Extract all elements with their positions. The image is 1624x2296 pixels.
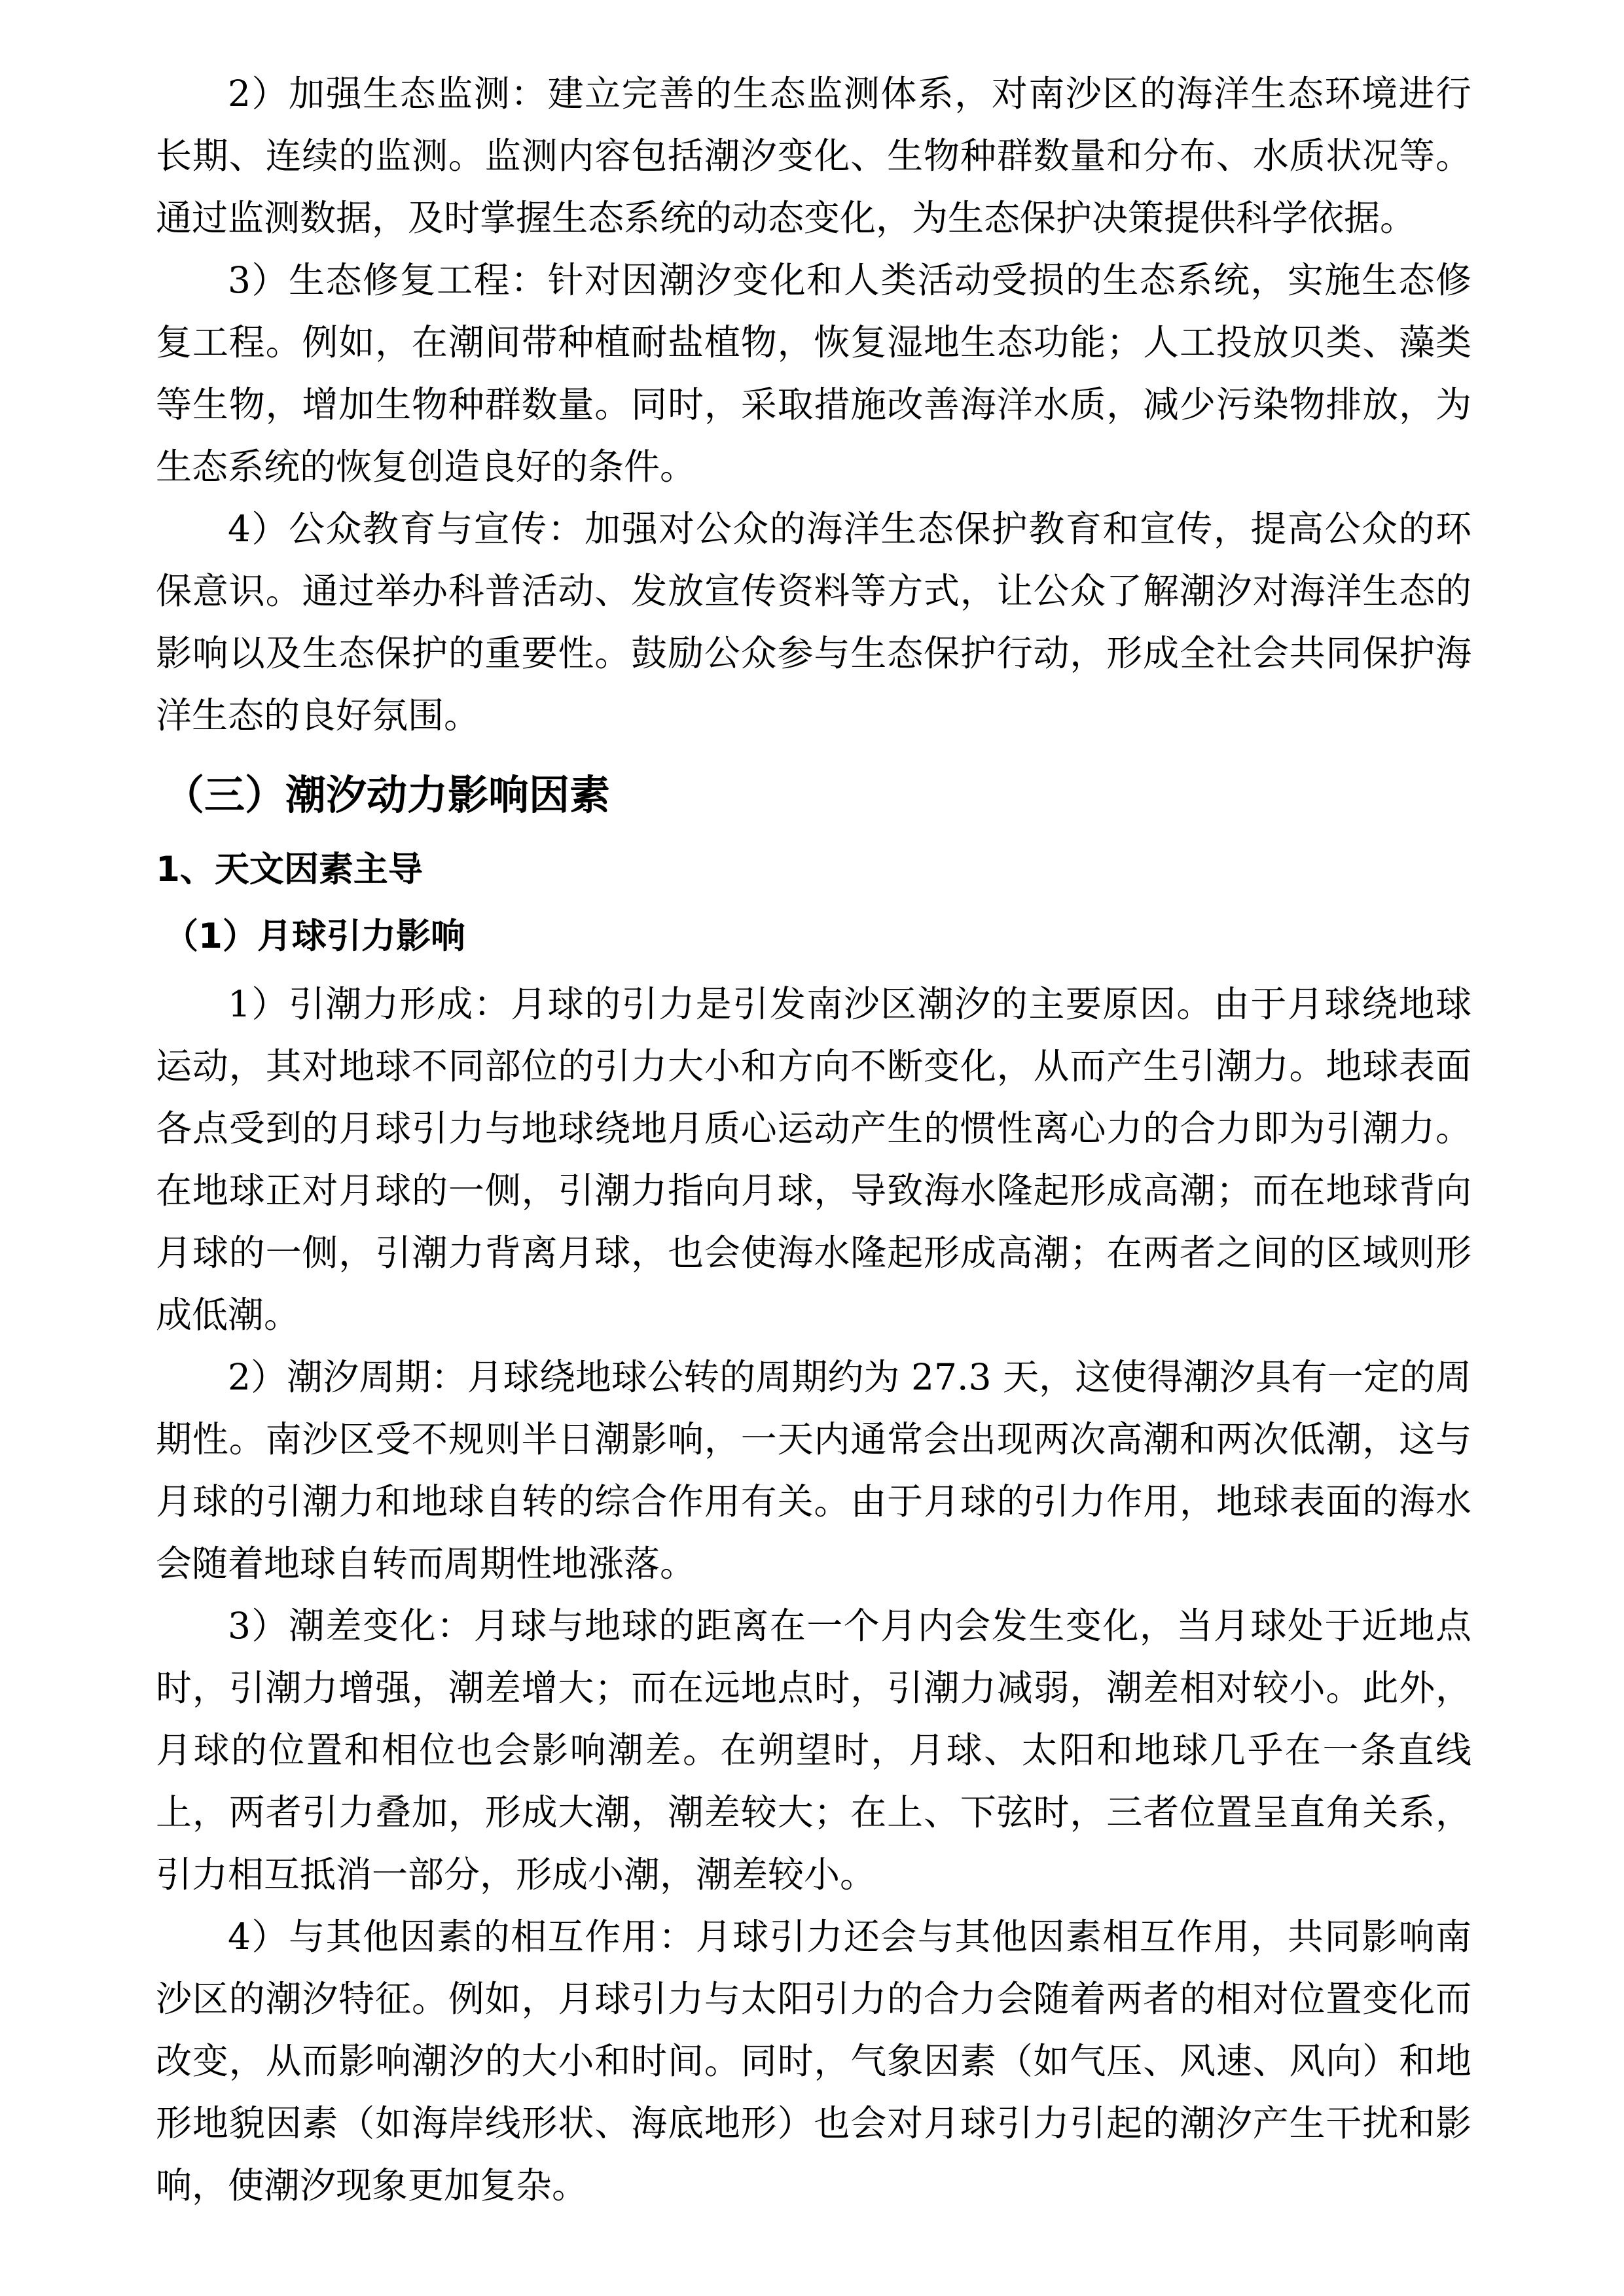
document-body <box>156 63 1471 2217</box>
para-interaction-other-factors: 4）与其他因素的相互作用：月球引力还会与其他因素相互作用，共同影响南沙区的潮汐特征。例如，月球引力与太阳引力的合力会随着两者的相对位置变化而改变，从而影响潮汐的大小和时间。同时，气象因素（如气压、风速、风向）和地形地貌因素（如海岸线形状、海底地形）也会对月球引力引起的潮汐产生干扰和影响，使潮汐现象更加复杂。 <box>156 1916 1471 2206</box>
heading-lunar-gravity: （1）月球引力影响 <box>164 916 465 956</box>
heading-tidal-dynamics-factors: （三）潮汐动力影响因素 <box>164 771 611 819</box>
para-tidal-range-variation: 3）潮差变化：月球与地球的距离在一个月内会发生变化，当月球处于近地点时，引潮力增强，潮差增大；而在远地点时，引潮力减弱，潮差相对较小。此外，月球的位置和相位也会影响潮差。在朔望时，月球、太阳和地球几乎在一条直线上，两者引力叠加，形成大潮，潮差较大；在上、下弦时，三者位置呈直角关系，引力相互抵消一部分，形成小潮，潮差较小。 <box>156 1605 1471 1895</box>
para-tidal-period: 2）潮汐周期：月球绕地球公转的周期约为 27.3 天，这使得潮汐具有一定的周期性。南沙区受不规则半日潮影响，一天内通常会出现两次高潮和两次低潮，这与月球的引潮力和地球自转的综合作用有关。由于月球的引力作用，地球表面的海水会随着地球自转而周期性地涨落。 <box>156 1356 1471 1585</box>
para-ecological-monitoring: 2）加强生态监测：建立完善的生态监测体系，对南沙区的海洋生态环境进行长期、连续的监测。监测内容包括潮汐变化、生物种群数量和分布、水质状况等。通过监测数据，及时掌握生态系统的动态变化，为生态保护决策提供科学依据。 <box>156 73 1471 239</box>
heading-astronomical-factors: 1、天文因素主导 <box>156 850 423 889</box>
para-public-education: 4）公众教育与宣传：加强对公众的海洋生态保护教育和宣传，提高公众的环保意识。通过举办科普活动、发放宣传资料等方式，让公众了解潮汐对海洋生态的影响以及生态保护的重要性。鼓励公众参与生态保护行动，形成全社会共同保护海洋生态的良好氛围。 <box>156 508 1471 736</box>
para-ecological-restoration: 3）生态修复工程：针对因潮汐变化和人类活动受损的生态系统，实施生态修复工程。例如，在潮间带种植耐盐植物，恢复湿地生态功能；人工投放贝类、藻类等生物，增加生物种群数量。同时，采取措施改善海洋水质，减少污染物排放，为生态系统的恢复创造良好的条件。 <box>156 259 1471 488</box>
para-tide-generating-force: 1）引潮力形成：月球的引力是引发南沙区潮汐的主要原因。由于月球绕地球运动，其对地球不同部位的引力大小和方向不断变化，从而产生引潮力。地球表面各点受到的月球引力与地球绕地月质心运动产生的惯性离心力的合力即为引潮力。在地球正对月球的一侧，引潮力指向月球，导致海水隆起形成高潮；而在地球背向月球的一侧，引潮力背离月球，也会使海水隆起形成高潮；在两者之间的区域则形成低潮。 <box>156 983 1471 1336</box>
